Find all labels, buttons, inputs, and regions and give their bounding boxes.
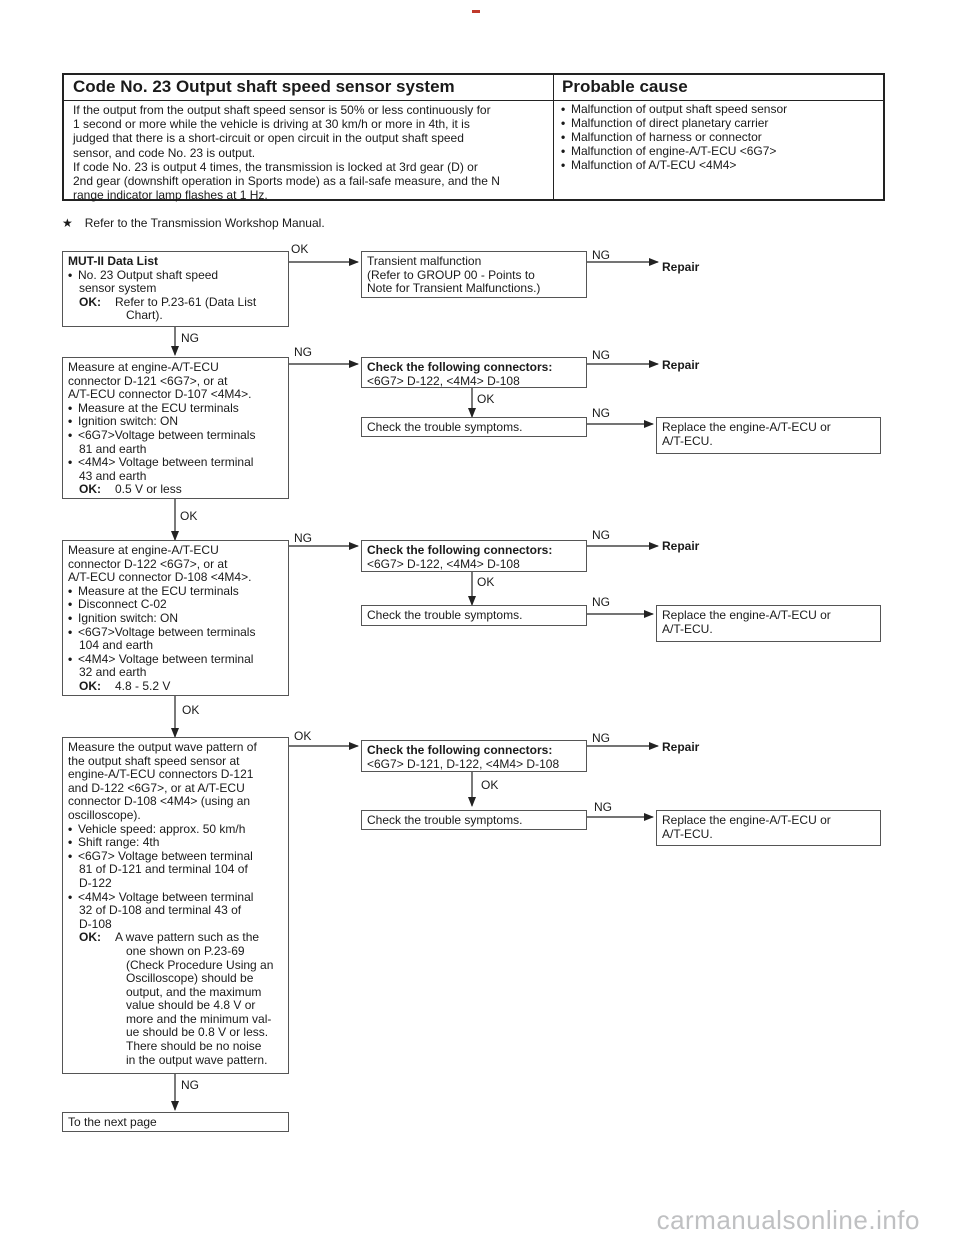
box-line: <6G7> D-122, <4M4> D-108	[367, 373, 520, 388]
ok-criterion-cont: Chart).	[126, 308, 163, 323]
box-line: (Refer to GROUP 00 - Points to	[367, 267, 535, 282]
ok-criterion-cont: value should be 4.8 V or	[126, 998, 256, 1013]
ng-label: NG	[592, 248, 610, 262]
box-line: connector D-122 <6G7>, or at	[68, 556, 228, 571]
box-line: Check the trouble symptoms.	[367, 813, 523, 827]
check-connectors-box-1	[361, 357, 587, 388]
ng-label: NG	[181, 331, 199, 345]
bullet-line-cont: D-108	[79, 916, 112, 931]
probable-cause-title: Probable cause	[562, 77, 688, 96]
bullet-icon: •	[561, 116, 566, 131]
bullet-icon: •	[561, 102, 566, 116]
box-line: A/T-ECU.	[662, 826, 713, 841]
bullet-icon: •	[68, 835, 73, 850]
condition-line: sensor, and code No. 23 is output.	[73, 145, 256, 160]
condition-line: range indicator lamp flashes at 1 Hz.	[73, 188, 268, 203]
cause-item: • Malfunction of engine-A/T-ECU <6G7>	[561, 144, 777, 159]
step-wave-pattern-box	[62, 737, 289, 1074]
step-title: MUT-II Data List	[68, 254, 159, 268]
box-line: Check the trouble symptoms.	[367, 608, 523, 622]
ng-label: NG	[592, 348, 610, 362]
watermark: carmanualsonline.info	[656, 1205, 920, 1235]
bullet-line: • Ignition switch: ON	[68, 610, 179, 625]
ok-criterion-cont: Oscilloscope) should be	[126, 971, 254, 986]
bullet-icon: •	[68, 414, 73, 429]
repair-label: Repair	[662, 260, 700, 274]
bullet-icon: •	[68, 821, 73, 836]
bullet-line: • <6G7> Voltage between terminal	[68, 848, 253, 863]
transient-malfunction-box	[361, 251, 587, 298]
box-title: Check the following connectors:	[367, 543, 553, 557]
box-line: A/T-ECU.	[662, 621, 713, 636]
step-voltage-d122-box	[62, 540, 289, 696]
box-line: <6G7> D-121, D-122, <4M4> D-108	[367, 756, 560, 771]
bullet-line: • Vehicle speed: approx. 50 km/h	[68, 821, 246, 836]
check-connectors-box-3	[361, 740, 587, 772]
box-title: Check the following connectors:	[367, 743, 553, 757]
bullet-line: • <4M4> Voltage between terminal	[68, 889, 254, 904]
ng-label: NG	[592, 595, 610, 609]
bullet-line-cont: 81 and earth	[79, 441, 147, 456]
bullet-line: • Shift range: 4th	[68, 835, 160, 850]
ok-criterion-cont: output, and the maximum	[126, 984, 262, 999]
bullet-line-cont: 32 and earth	[79, 665, 147, 680]
ok-criterion-cont: ue should be 0.8 V or less.	[126, 1025, 269, 1040]
condition-line: If the output from the output shaft speed sensor is 50% or less continuously for	[73, 103, 491, 117]
bullet-line: • <6G7>Voltage between terminals	[68, 427, 256, 442]
ok-criterion: OK: 4.8 - 5.2 V	[79, 678, 171, 693]
box-line: <6G7> D-122, <4M4> D-108	[367, 556, 520, 571]
bullet-line: • Measure at the ECU terminals	[68, 400, 239, 415]
condition-line: judged that there is a short-circuit or open circuit in the output shaft speed	[73, 131, 464, 146]
ng-label: NG	[592, 528, 610, 542]
box-line: oscilloscope).	[68, 807, 141, 822]
ok-criterion: OK: 0.5 V or less	[79, 482, 182, 497]
bullet-line: • Ignition switch: ON	[68, 414, 179, 429]
bullet-icon: •	[68, 400, 73, 415]
bullet-line-cont: sensor system	[79, 281, 157, 296]
repair-label: Repair	[662, 358, 700, 372]
bullet-icon: •	[68, 651, 73, 666]
bullet-icon: •	[68, 889, 73, 904]
trouble-symptoms-box-1	[361, 417, 587, 437]
bullet-line-cont: D-122	[79, 875, 112, 890]
bullet-line-cont: 104 and earth	[79, 638, 154, 653]
ok-label: OK	[481, 778, 499, 792]
next-page-box	[62, 1112, 289, 1132]
box-line: A/T-ECU connector D-107 <4M4>.	[68, 387, 252, 402]
ok-criterion-cont: There should be no noise	[126, 1039, 262, 1054]
star-icon: ★	[62, 216, 73, 230]
repair-label: Repair	[662, 539, 700, 553]
bullet-icon: •	[68, 624, 73, 639]
bullet-icon: •	[68, 455, 73, 470]
condition-line: If code No. 23 is output 4 times, the transmission is locked at 3rd gear (D) or	[73, 159, 478, 174]
bullet-icon: •	[68, 848, 73, 863]
box-line: Transient malfunction	[367, 254, 482, 268]
box-line: Replace the engine-A/T-ECU or	[662, 608, 831, 622]
box-line: connector D-108 <4M4> (using an	[68, 794, 251, 809]
ok-criterion-cont: in the output wave pattern.	[126, 1052, 268, 1067]
cause-item: • Malfunction of harness or connector	[561, 130, 762, 145]
bullet-icon: •	[68, 583, 73, 598]
condition-line: 1 second or more while the vehicle is driving at 30 km/h or more in 4th, it is	[73, 117, 470, 132]
bullet-line: • Measure at the ECU terminals	[68, 583, 239, 598]
bullet-line: • Disconnect C-02	[68, 597, 167, 612]
cause-item: • Malfunction of A/T-ECU <4M4>	[561, 158, 737, 173]
ng-label: NG	[294, 345, 312, 359]
replace-ecu-box-2	[656, 605, 881, 642]
cause-item: • Malfunction of direct planetary carrier	[561, 116, 769, 131]
step-voltage-d121-box	[62, 357, 289, 499]
bullet-line: • <4M4> Voltage between terminal	[68, 455, 254, 470]
ok-criterion-cont: one shown on P.23-69	[126, 943, 245, 958]
reference-note: ★ Refer to the Transmission Workshop Manual.	[62, 216, 325, 230]
box-line: Note for Transient Malfunctions.)	[367, 281, 541, 296]
replace-ecu-box-1	[656, 417, 881, 454]
ok-label: OK	[182, 703, 200, 717]
ok-label: OK	[477, 392, 495, 406]
bullet-line-cont: 32 of D-108 and terminal 43 of	[79, 903, 242, 918]
box-line: A/T-ECU.	[662, 433, 713, 448]
bullet-icon: •	[68, 610, 73, 625]
ok-criterion-cont: (Check Procedure Using an	[126, 957, 274, 972]
box-line: the output shaft speed sensor at	[68, 753, 240, 768]
bullet-line-cont: 43 and earth	[79, 468, 147, 483]
bullet-line: • No. 23 Output shaft speed	[68, 267, 219, 282]
bullet-icon: •	[68, 427, 73, 442]
bullet-line: • <6G7>Voltage between terminals	[68, 624, 256, 639]
ng-label: NG	[181, 1078, 199, 1092]
bullet-line-cont: 81 of D-121 and terminal 104 of	[79, 862, 248, 877]
box-line: Replace the engine-A/T-ECU or	[662, 813, 831, 827]
ok-label: OK	[477, 575, 495, 589]
box-line: Check the trouble symptoms.	[367, 420, 523, 434]
ok-label: OK	[180, 509, 198, 523]
box-line: Measure the output wave pattern of	[68, 740, 257, 754]
check-connectors-box-2	[361, 540, 587, 572]
code-title: Code No. 23 Output shaft speed sensor system	[73, 77, 455, 96]
ok-label: OK	[294, 729, 312, 743]
box-title: Check the following connectors:	[367, 360, 553, 374]
box-line: Measure at engine-A/T-ECU	[68, 360, 219, 374]
bullet-icon: •	[561, 144, 566, 159]
box-line: and D-122 <6G7>, or at A/T-ECU	[68, 780, 245, 795]
step-data-list-box	[62, 251, 289, 327]
ok-criterion: OK: A wave pattern such as the	[79, 930, 260, 945]
trouble-symptoms-box-2	[361, 605, 587, 626]
box-line: Replace the engine-A/T-ECU or	[662, 420, 831, 434]
cause-item: • Malfunction of output shaft speed sensor	[561, 102, 788, 116]
box-line: To the next page	[68, 1115, 157, 1129]
bullet-icon: •	[561, 158, 566, 173]
trouble-symptoms-box-3	[361, 810, 587, 830]
replace-ecu-box-3	[656, 810, 881, 846]
box-line: A/T-ECU connector D-108 <4M4>.	[68, 570, 252, 585]
ng-label: NG	[592, 731, 610, 745]
box-line: connector D-121 <6G7>, or at	[68, 373, 228, 388]
bullet-icon: •	[561, 130, 566, 145]
bullet-icon: •	[68, 267, 73, 282]
repair-label: Repair	[662, 740, 700, 754]
ok-criterion: OK: Refer to P.23-61 (Data List	[79, 294, 257, 309]
ng-label: NG	[594, 800, 612, 814]
box-line: engine-A/T-ECU connectors D-121	[68, 767, 254, 782]
bullet-line: • <4M4> Voltage between terminal	[68, 651, 254, 666]
ok-criterion-cont: more and the minimum val-	[126, 1011, 272, 1026]
ng-label: NG	[294, 531, 312, 545]
box-line: Measure at engine-A/T-ECU	[68, 543, 219, 557]
condition-line: 2nd gear (downshift operation in Sports mode) as a fail-safe measure, and the N	[73, 174, 500, 189]
ok-label: OK	[291, 242, 309, 256]
ng-label: NG	[592, 406, 610, 420]
bullet-icon: •	[68, 597, 73, 612]
